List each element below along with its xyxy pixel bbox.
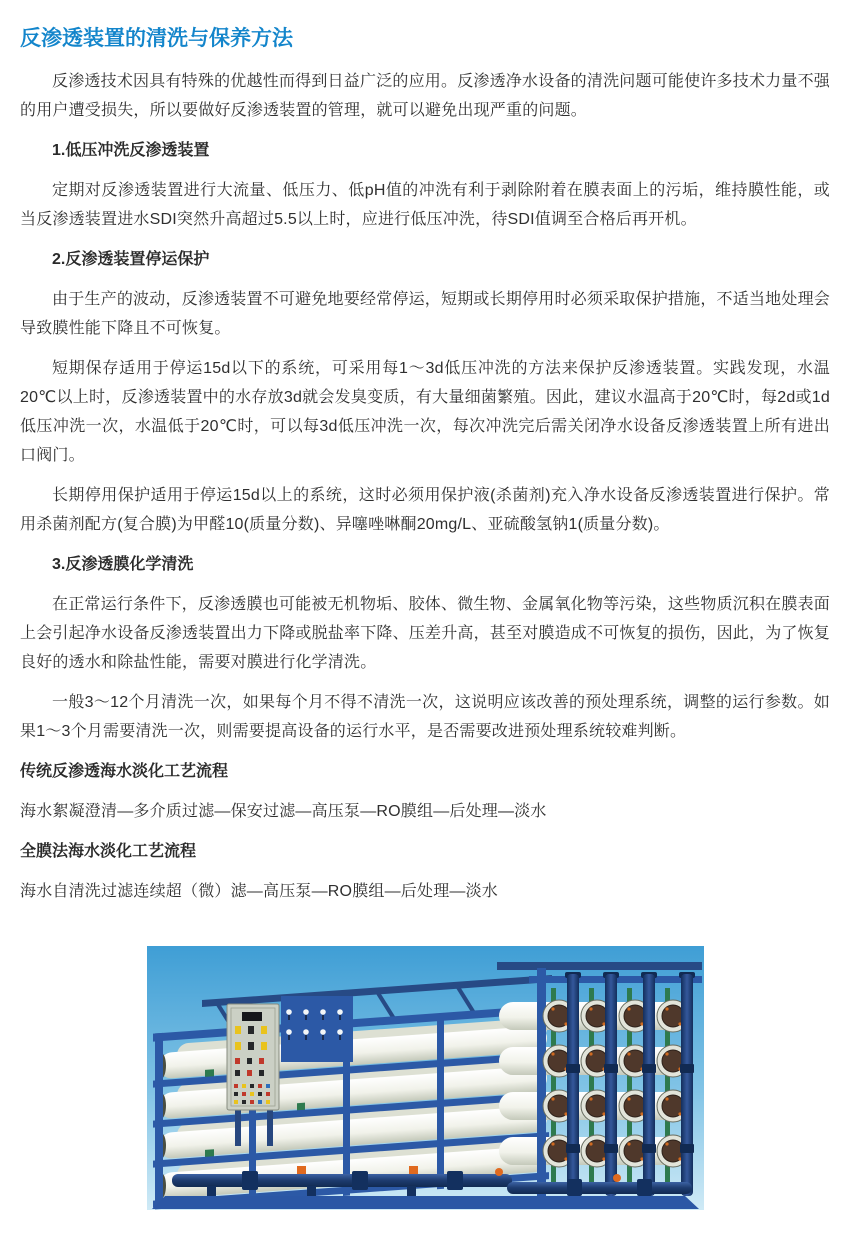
- section-3-paragraph-2: 一般3～12个月清洗一次，如果每个月不得不清洗一次，这说明应该改善的预处理系统，调整的运行参数。如果1～3个月需要清洗一次，则需要提高设备的运行水平，是否需要改进预处理系统较难判断。: [20, 694, 830, 740]
- process-1-flow: 海水絮凝澄清—多介质过滤—保安过滤—高压泵—RO膜组—后处理—淡水: [20, 803, 547, 820]
- section-1-heading: 1.低压冲洗反渗透装置: [52, 142, 210, 159]
- ro-equipment-illustration: [147, 946, 704, 1210]
- bolt-plate: [281, 996, 353, 1062]
- section-1-paragraph: 定期对反渗透装置进行大流量、低压力、低pH值的冲洗有利于剥除附着在膜表面上的污垢，维持膜性能，或当反渗透装置进水SDI突然升高超过5.5以上时，应进行低压冲洗，待SDI值调至合格后再开机。: [20, 182, 830, 228]
- intro-paragraph: 反渗透技术因具有特殊的优越性而得到日益广泛的应用。反渗透净水设备的清洗问题可能使许多技术力量不强的用户遭受损失，所以要做好反渗透装置的管理，就可以避免出现严重的问题。: [20, 73, 830, 119]
- page-title: 反渗透装置的清洗与保养方法: [20, 27, 293, 50]
- section-2-paragraph-2: 短期保存适用于停运15d以下的系统，可采用每1～3d低压冲洗的方法来保护反渗透装置。实践发现，水温20℃以上时，反渗透装置中的水存放3d就会发臭变质，有大量细菌繁殖。因此，建议水温高于20℃时，每2d或1d低压冲洗一次，水温低于20℃时，可以每3d低压冲洗一次，每次冲洗完后需关闭净水设备反渗透装置上所有进出口阀门。: [20, 360, 830, 464]
- section-3-heading: 3.反渗透膜化学清洗: [52, 556, 194, 573]
- process-1-heading: 传统反渗透海水淡化工艺流程: [20, 763, 229, 780]
- ro-equipment-figure: [147, 946, 704, 1210]
- section-3-paragraph-1: 在正常运行条件下，反渗透膜也可能被无机物垢、胶体、微生物、金属氧化物等污染，这些物质沉积在膜表面上会引起净水设备反渗透装置出力下降或脱盐率下降、压差升高，甚至对膜造成不可恢复的损伤，因此，为了恢复良好的透水和除盐性能，需要对膜进行化学清洗。: [20, 596, 831, 671]
- section-2-heading: 2.反渗透装置停运保护: [52, 251, 210, 268]
- section-2-paragraph-1: 由于生产的波动，反渗透装置不可避免地要经常停运，短期或长期停用时必须采取保护措施，不适当地处理会导致膜性能下降且不可恢复。: [20, 291, 830, 337]
- process-2-flow: 海水自清洗过滤连续超（微）滤—高压泵—RO膜组—后处理—淡水: [20, 883, 499, 900]
- section-2-paragraph-3: 长期停用保护适用于停运15d以上的系统，这时必须用保护液(杀菌剂)充入净水设备反渗透装置进行保护。常用杀菌剂配方(复合膜)为甲醛10(质量分数)、异噻唑啉酮20mg/L、亚硫酸氢钠1(质量分数)。: [20, 487, 830, 533]
- process-2-heading: 全膜法海水淡化工艺流程: [20, 843, 197, 860]
